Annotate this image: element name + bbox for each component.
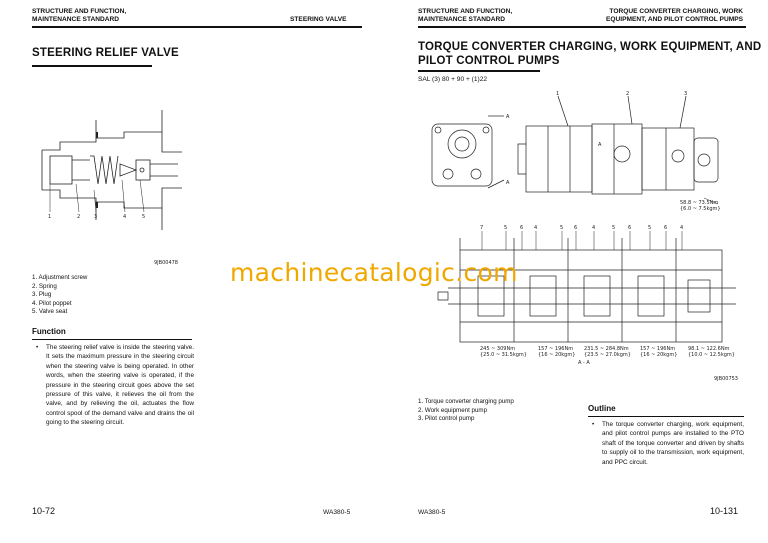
callout-2: 2 <box>626 91 630 97</box>
torque-note-line-2: {6.0 ~ 7.5kgm} <box>680 206 721 212</box>
header-rule <box>32 26 362 28</box>
outline-bullet: • <box>592 421 595 428</box>
part-item: 5. Valve seat <box>32 308 68 316</box>
part-item: 2. Spring <box>32 282 57 290</box>
function-rule <box>32 339 192 340</box>
section-callout: 5 <box>612 225 616 231</box>
page-title <box>418 40 761 68</box>
torque-value: {23.5 ~ 27.0kgm} <box>584 352 631 358</box>
title-underline <box>32 65 152 67</box>
drawing-code: 9JB00753 <box>714 376 738 382</box>
section-callout: 6 <box>664 225 668 231</box>
torque-value: 245 ~ 309Nm <box>480 346 516 352</box>
header-line: STRUCTURE AND FUNCTION, <box>418 8 513 15</box>
right-header-topic <box>593 8 743 24</box>
torque-value: 157 ~ 196Nm <box>640 346 676 352</box>
section-callout: 5 <box>504 225 508 231</box>
pump-assembly-drawing <box>418 88 748 388</box>
page-number: 10-131 <box>710 506 739 516</box>
section-mark-top: A <box>506 114 510 120</box>
section-callout: 4 <box>680 225 684 231</box>
title-underline <box>418 70 540 72</box>
title-line: PILOT CONTROL PUMPS <box>418 55 560 67</box>
torque-value: 157 ~ 196Nm <box>538 346 574 352</box>
outline-heading: Outline <box>588 404 616 413</box>
pump-model: SAL (3) 80 + 90 + (1)22 <box>418 76 488 83</box>
model-label: WA380-5 <box>323 509 351 516</box>
section-callout: 4 <box>534 225 538 231</box>
left-header-topic: STEERING VALVE <box>290 16 347 23</box>
parts-list <box>418 398 514 424</box>
section-callout: 5 <box>560 225 564 231</box>
part-item: 4. Pilot poppet <box>32 299 72 307</box>
section-mark-side: A <box>598 142 602 148</box>
part-item: 1. Torque converter charging pump <box>418 398 514 405</box>
drawing-code: 9JB00478 <box>154 260 178 266</box>
section-label: A - A <box>578 360 590 366</box>
header-line: MAINTENANCE STANDARD <box>32 16 120 23</box>
section-callout: 6 <box>520 225 524 231</box>
header-line: STRUCTURE AND FUNCTION, <box>32 8 127 15</box>
torque-value: {10.0 ~ 12.5kgm} <box>688 352 735 358</box>
section-mark-bottom: A <box>506 180 510 186</box>
callout-3: 3 <box>684 91 688 97</box>
torque-value: {16 ~ 20kgm} <box>640 352 678 358</box>
torque-note-line-1: 58.8 ~ 73.5Nm <box>680 200 719 206</box>
left-header-section <box>32 8 126 24</box>
parts-list <box>32 274 87 317</box>
header-line: MAINTENANCE STANDARD <box>418 16 506 23</box>
callout-3: 3 <box>94 214 98 220</box>
section-callout: 5 <box>648 225 652 231</box>
page-number: 10-72 <box>32 506 56 516</box>
callout-1: 1 <box>556 91 560 97</box>
title-line: TORQUE CONVERTER CHARGING, WORK EQUIPMENT, AND <box>418 41 762 53</box>
header-line: TORQUE CONVERTER CHARGING, WORK <box>609 8 743 15</box>
part-item: 2. Work equipment pump <box>418 406 488 414</box>
part-item: 1. Adjustment screw <box>32 274 88 281</box>
callout-2: 2 <box>77 214 81 220</box>
part-item: 3. Plug <box>32 291 52 299</box>
section-callout: 4 <box>592 225 596 231</box>
steering-relief-valve-drawing <box>32 80 182 270</box>
torque-value: 98.1 ~ 122.6Nm <box>688 346 730 352</box>
callout-5: 5 <box>142 214 146 220</box>
header-rule <box>418 26 746 28</box>
function-text: The steering relief valve is inside the steering valve. It sets the maximum pressure in the steering circuit when the steering valve is being operated. In other words, when the steering valve is operated, if the pressure in the steering circuit goes above the set pressure of this valve, it relieves the oil from the valve, and by relieving the oil, actuates the flow control spool of the demand valve and drains the oil going to the steering circuit. <box>46 344 194 427</box>
header-line: EQUIPMENT, AND PILOT CONTROL PUMPS <box>605 16 743 23</box>
section-callout: 6 <box>628 225 632 231</box>
right-header-section <box>418 8 512 24</box>
section-callout: 7 <box>480 225 484 231</box>
outline-rule <box>588 416 744 417</box>
part-item: 3. Pilot control pump <box>418 415 475 423</box>
outline-text: The torque converter charging, work equipment, and pilot control pumps are installed to the PTO shaft of the torque converter and driven by shafts to supply oil to the transmission, work equipment, and PPC circuit. <box>602 421 744 466</box>
section-callout: 6 <box>574 225 578 231</box>
function-heading: Function <box>32 327 66 336</box>
torque-value: {25.0 ~ 31.5kgm} <box>480 352 527 358</box>
watermark: machinecatalogic.com <box>230 258 518 287</box>
callout-4: 4 <box>123 214 127 220</box>
torque-value: {16 ~ 20kgm} <box>538 352 576 358</box>
torque-value: 231.5 ~ 284.8Nm <box>584 346 629 352</box>
callout-1: 1 <box>48 214 52 220</box>
page-title: STEERING RELIEF VALVE <box>32 47 179 59</box>
function-bullet: • <box>36 344 39 351</box>
model-label: WA380-5 <box>418 509 446 516</box>
